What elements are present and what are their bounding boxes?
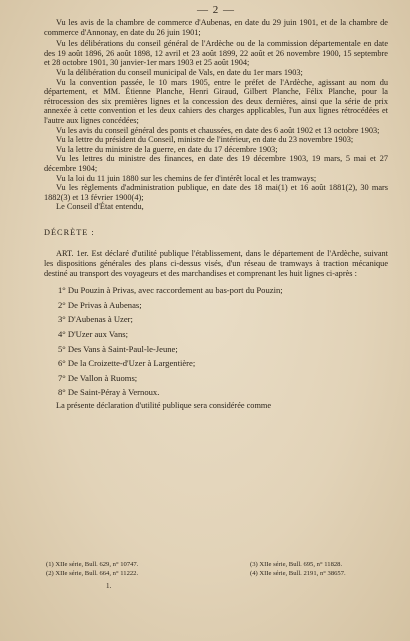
list-item: 2° De Privas à Aubenas;: [58, 299, 142, 310]
list-item: 5° Des Vans à Saint-Paul-le-Jeune;: [58, 343, 178, 354]
article-1: ART. 1er. Est déclaré d'utilité publique l'établissement, dans le département de l'Ardèche, suivant les dispositions générales des plans ci-dessus visés, d'un réseau de tramways à traction mécanique destiné au transport des voyageurs et des marchandises et comprenant les huit lignes ci-après :: [44, 249, 388, 278]
paragraph-ministre-finances: Vu les lettres du ministre des finances, en date des 19 décembre 1903, 19 mars, 5 mai et 27 décembre 1904;: [44, 154, 388, 173]
decrete-heading: DÉCRÈTE :: [44, 227, 95, 237]
list-item: 1° Du Pouzin à Privas, avec raccordement au bas-port du Pouzin;: [58, 285, 283, 296]
paragraph-reglements: Vu les règlements d'administration publique, en date des 18 mai(1) et 16 août 1881(2), 30 mars 1882(3) et 13 février 1900(4);: [44, 183, 388, 202]
footnotes-left: [46, 560, 216, 578]
closing-sentence: La présente déclaration d'utilité publique sera considérée comme: [56, 401, 272, 410]
footnotes-right: [250, 560, 410, 578]
paragraph-ministre-guerre: Vu la lettre du ministre de la guerre, en date du 17 décembre 1903;: [56, 144, 278, 154]
page-content: [44, 4, 388, 411]
tramway-lines-list: [44, 283, 388, 400]
signature-mark: 1.: [106, 582, 112, 590]
footnote: (4) XIIe série, Bull. 2191, n° 38657.: [250, 570, 346, 577]
list-item: 3° D'Aubenas à Uzer;: [58, 314, 133, 325]
paragraph-ponts-chaussees: Vu les avis du conseil général des ponts et chaussées, en date des 6 août 1902 et 13 octobre 1903;: [56, 125, 380, 135]
list-item: 8° De Saint-Péray à Vernoux.: [58, 387, 160, 398]
paragraph-chambre-commerce: Vu les avis de la chambre de commerce d'Aubenas, en date du 29 juin 1901, et de la chambre de commerce d'Annonay, en date du 26 juin 1901;: [44, 18, 388, 37]
paragraph-conseil-general: Vu les délibérations du conseil général de l'Ardèche ou de la commission départementale en date des 19 août 1896, 26 août 1898, 12 avril et 23 août 1899, 22 août et 26 novembre 1900, 15 septembre et 28 octobre 1901, 30 janvier-1er mars 1903 et 25 août 1904;: [44, 39, 388, 68]
paragraph-loi: Vu la loi du 11 juin 1880 sur les chemins de fer d'intérêt local et les tramways;: [56, 173, 317, 183]
list-item: 4° D'Uzer aux Vans;: [58, 329, 128, 340]
paragraph-conseil-etat: Le Conseil d'État entendu,: [56, 202, 144, 212]
paragraph-president-conseil: Vu la lettre du président du Conseil, ministre de l'intérieur, en date du 23 novembre 1903;: [56, 135, 354, 145]
paragraph-conseil-municipal: Vu la délibération du conseil municipal de Vals, en date du 1er mars 1903;: [56, 67, 303, 77]
page-number: — 2 —: [197, 4, 235, 16]
list-item: 7° De Vallon à Ruoms;: [58, 372, 138, 383]
paragraph-convention: Vu la convention passée, le 10 mars 1905, entre le préfet de l'Ardèche, agissant au nom du département, et MM. Étienne Planche, Henri Giraud, Gilbert Planche, Félix Planche, pour la rétrocession des six premières lignes et la concession des deux dernières, ainsi que la série de prix annexée à cette convention et les deux cahiers des charges applicables, l'un aux lignes rétrocédées et l'autre aux lignes concédées;: [44, 77, 388, 125]
footnote: (1) XIIe série, Bull. 629, n° 10747.: [46, 561, 139, 568]
list-item: 6° De la Croizette-d'Uzer à Largentière;: [58, 358, 196, 369]
footnote: (2) XIIe série, Bull. 664, n° 11222.: [46, 570, 139, 577]
footnote: (3) XIIe série, Bull. 695, n° 11828.: [250, 561, 343, 568]
